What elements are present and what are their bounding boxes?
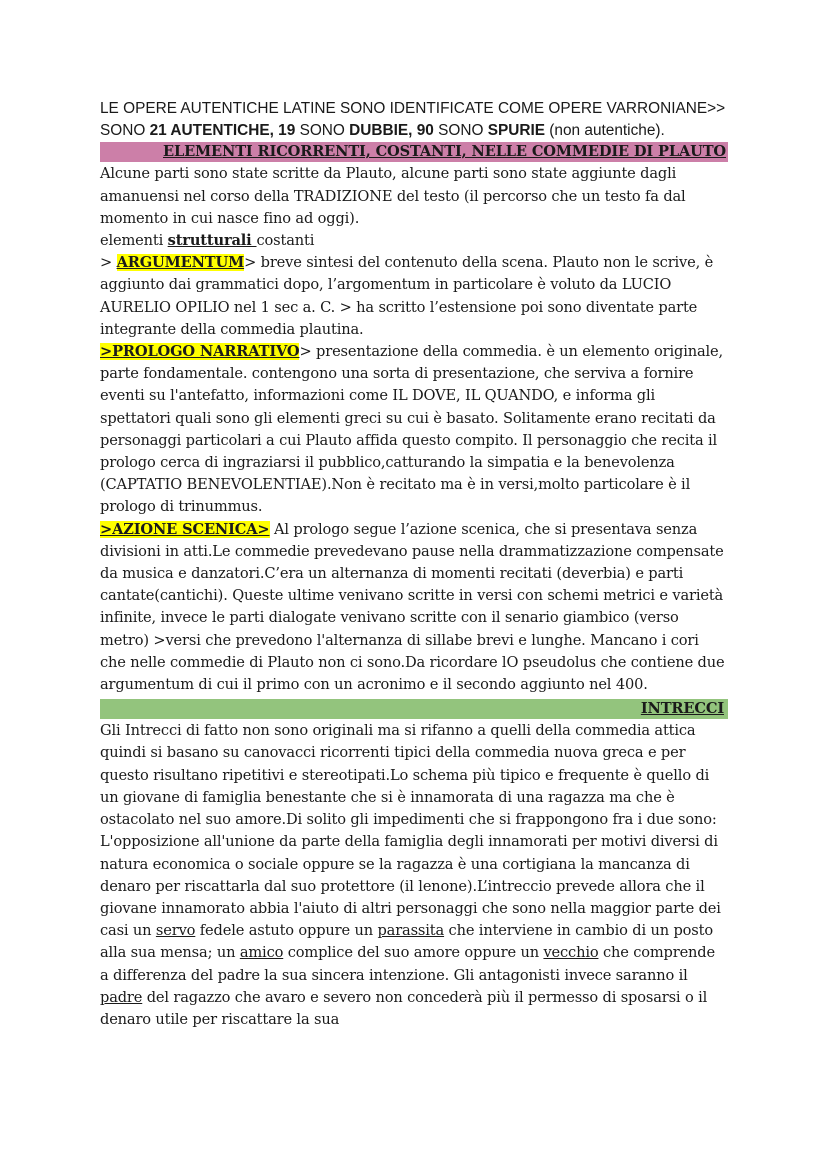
intro-bold-3: SPURIE: [487, 122, 546, 140]
intro-text-1: LE OPERE AUTENTICHE LATINE SONO IDENTIFICATE COME OPERE VARRONIANE>> SONO: [100, 100, 726, 140]
vecchio-text: vecchio: [543, 944, 599, 962]
argumentum-paragraph: [100, 252, 728, 341]
elementi-strutturali-line: [100, 230, 728, 252]
azione-label: >AZIONE SCENICA>: [100, 520, 270, 538]
argumentum-label: ARGUMENTUM: [116, 254, 245, 272]
tradizione-paragraph: Alcune parti sono state scritte da Plauto, alcune parti sono state aggiunte dagli amanuensi nel corso della TRADIZIONE del testo (il percorso che un testo fa dal momento in cui nasce fino ad oggi).: [100, 165, 686, 227]
prologo-paragraph: [100, 341, 728, 519]
intrecci-text-5: che comprende a differenza del padre la sua sincera intenzione. Gli antagonisti invece saranno il: [100, 944, 715, 984]
intro-text-4: (non autentiche).: [545, 122, 665, 140]
intro-text-3: SONO: [433, 122, 488, 140]
azione-text: Al prologo segue l’azione scenica, che si presentava senza divisioni in atti.Le commedie prevedevano pause nella drammatizzazione compensate da musica e danzatori.C’era un alternanza di momenti recitati (deverbia) e parti cantate(cantichi). Queste ultime venivano scritte in versi con schemi metrici e varietà infinite, invece le parti dialogate venivano scritte con il senario giambico (verso metro) >versi che prevedono l'alternanza di sillabe brevi e lunghe. Mancano i cori che nelle commedie di Plauto non ci sono.Da ricordare lO pseudolus che contiene due argumentum di cui il primo con un acronimo e il secondo aggiunto nel 400.: [100, 520, 725, 694]
elementi-text: elementi: [100, 232, 168, 250]
intrecci-text-4: complice del suo amore oppure un: [283, 944, 544, 962]
intro-bold-1: 21 AUTENTICHE, 19: [149, 122, 296, 140]
padre-text: padre: [100, 988, 143, 1006]
intrecci-text-2: fedele astuto oppure un: [195, 922, 378, 940]
parassita-text: parassita: [377, 922, 445, 940]
intrecci-text-1: Gli Intrecci di fatto non sono originali ma si rifanno a quelli della commedia attica quindi si basano su canovacci ricorrenti tipici della commedia nuova greca e per questo risultano ripetitivi e stereotipati.Lo schema più tipico e frequente è quello di un giovane di famiglia benestante che si è innamorata di una ragazza ma che è ostacolato nel suo amore.Di solito gli impedimenti che si frappongono fra i due sono: L'opposizione all'unione da parte della famiglia degli innamorati per motivi diversi di natura economica o sociale oppure se la ragazza è una cortigiana la mancanza di denaro per riscattarla dal suo protettore (il lenone).L’intreccio prevede allora che il giovane innamorato abbia l'aiuto di altri personaggi che sono nella maggior parte dei casi un: [100, 722, 721, 940]
servo-text: servo: [155, 922, 196, 940]
section-header-intrecci-text: INTRECCI: [640, 700, 724, 718]
document-page: [100, 98, 728, 1031]
intro-text-2: SONO: [295, 122, 350, 140]
azione-paragraph: [100, 519, 728, 697]
intro-paragraph: [100, 98, 728, 142]
section-header-intrecci: [100, 699, 728, 719]
argumentum-text: > breve sintesi del contenuto della scena. Plauto non le scrive, è aggiunto dai grammatici dopo, l’argomentum in particolare è voluto da LUCIO AURELIO OPILIO nel 1 sec a. C. > ha scritto l’estensione poi sono diventate parte integrante della commedia plautina.: [100, 254, 714, 338]
section-header-elementi-text: ELEMENTI RICORRENTI, COSTANTI, NELLE COMMEDIE DI PLAUTO: [163, 143, 726, 161]
section-header-elementi: [100, 142, 728, 162]
intrecci-text-3: che interviene in cambio di un posto alla sua mensa; un: [100, 922, 713, 962]
prologo-text: > presentazione della commedia. è un elemento originale, parte fondamentale. contengono una sorta di presentazione, che serviva a fornire eventi su l'antefatto, informazioni come IL DOVE, IL QUANDO, e informa gli spettatori quali sono gli elementi greci su cui è basato. Solitamente erano recitati da personaggi particolari a cui Plauto affida questo compito. Il personaggio che recita il prologo cerca di ingraziarsi il pubblico,catturando la simpatia e la benevolenza (CAPTATIO BENEVOLENTIAE).Non è recitato ma è in versi,molto particolare è il prologo di trinummus.: [100, 343, 724, 516]
intrecci-paragraph: [100, 720, 728, 1031]
amico-text: amico: [239, 944, 284, 962]
argumentum-prefix: >: [100, 254, 117, 272]
intro-bold-2: DUBBIE, 90: [349, 122, 434, 140]
intrecci-text-6: del ragazzo che avaro e severo non concederà più il permesso di sposarsi o il denaro utile per riscattare la sua: [100, 988, 708, 1028]
costanti-text: costanti: [256, 232, 315, 250]
prologo-label: >PROLOGO NARRATIVO: [100, 343, 300, 361]
strutturali-text: strutturali: [167, 232, 257, 250]
